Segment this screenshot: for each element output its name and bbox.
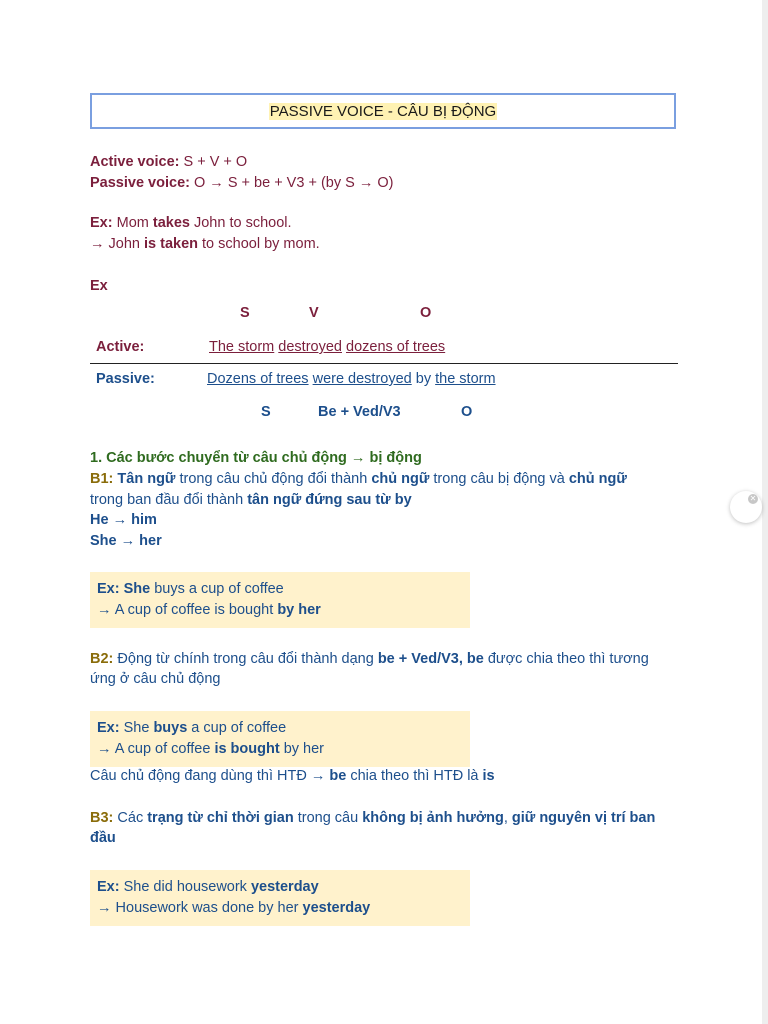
- passive-object: the storm: [435, 371, 496, 387]
- b1-she: She → her: [90, 533, 162, 549]
- b3-line2: đầu: [90, 830, 116, 846]
- passive-voice-formula: [90, 173, 393, 193]
- passive-subject: Dozens of trees: [207, 371, 309, 387]
- example1-label: Ex:: [90, 215, 113, 231]
- example1-verb: takes: [152, 215, 190, 231]
- section1-heading: 1. Các bước chuyển từ câu chủ động → bị động: [90, 450, 422, 466]
- b1-label: B1:: [90, 471, 114, 487]
- example1-line1: [90, 213, 292, 233]
- table-top-v: V: [309, 305, 319, 321]
- passive-voice-label: Passive voice:: [90, 175, 190, 191]
- active-subject: The storm: [209, 339, 275, 355]
- box3-line1: Ex: She did housework yesterday: [97, 879, 319, 895]
- table-bottom-o: O: [461, 404, 473, 420]
- table-passive-sentence: [207, 371, 496, 387]
- title-box: [90, 93, 676, 129]
- example-box-2: [90, 711, 470, 767]
- passive-voice-value: O → S + be + V3 + (by S → O): [194, 175, 394, 191]
- example1-passive-verb: is taken: [144, 236, 198, 252]
- ex-heading: [90, 276, 108, 296]
- example1-text: → John: [90, 236, 144, 252]
- page-title: PASSIVE VOICE - CÂU BỊ ĐỘNG: [269, 102, 497, 120]
- table-passive-label: Passive:: [96, 371, 155, 387]
- active-voice-label: Active voice:: [90, 154, 180, 170]
- example1-line2: [90, 234, 320, 254]
- example1-text: John to school.: [189, 215, 292, 231]
- ex-heading-text: Ex: [90, 278, 108, 294]
- box3-line2: → Housework was done by her yesterday: [97, 900, 371, 916]
- b3-label: B3:: [90, 810, 114, 826]
- scrollbar-track[interactable]: [762, 0, 768, 1024]
- active-verb: destroyed: [278, 339, 342, 355]
- b1-line2: trong ban đầu đổi thành tân ngữ đứng sau từ by: [90, 492, 412, 508]
- tense-note: Câu chủ động đang dùng thì HTĐ → be chia theo thì HTĐ là is: [90, 768, 495, 784]
- table-active-label: Active:: [96, 339, 145, 355]
- active-voice-value: S + V + O: [183, 154, 248, 170]
- box1-line1: Ex: She buys a cup of coffee: [97, 581, 284, 597]
- b2-line2: ứng ở câu chủ động: [90, 671, 221, 687]
- b2-label: B2:: [90, 651, 114, 667]
- floating-close-button[interactable]: [730, 491, 762, 523]
- example1-text: to school by mom.: [198, 236, 320, 252]
- b3-line1: B3: Các trạng từ chỉ thời gian trong câu không bị ảnh hưởng, giữ nguyên vị trí ban: [90, 810, 656, 826]
- box2-line2: → A cup of coffee is bought by her: [97, 741, 325, 757]
- active-voice-formula: [90, 152, 247, 172]
- active-object: dozens of trees: [346, 339, 446, 355]
- b2-line1: B2: Động từ chính trong câu đổi thành dạng be + Ved/V3, be được chia theo thì tương: [90, 651, 649, 667]
- close-icon[interactable]: ✕: [749, 494, 757, 503]
- example-box-1: [90, 572, 470, 628]
- box1-line2: → A cup of coffee is bought by her: [97, 602, 321, 618]
- box2-line1: Ex: She buys a cup of coffee: [97, 720, 287, 736]
- table-top-o: O: [420, 305, 432, 321]
- example1-text: Mom: [116, 215, 153, 231]
- passive-verb: were destroyed: [312, 371, 412, 387]
- b1-line1: B1: Tân ngữ trong câu chủ động đổi thành chủ ngữ trong câu bị động và chủ ngữ: [90, 471, 627, 487]
- table-top-s: S: [240, 305, 250, 321]
- example-box-3: [90, 870, 470, 926]
- table-bottom-s: S: [261, 404, 271, 420]
- table-divider: [90, 363, 678, 364]
- b1-he: He → him: [90, 512, 157, 528]
- table-bottom-v: Be + Ved/V3: [318, 404, 401, 420]
- table-active-sentence: [209, 339, 445, 355]
- passive-by: by: [415, 371, 432, 387]
